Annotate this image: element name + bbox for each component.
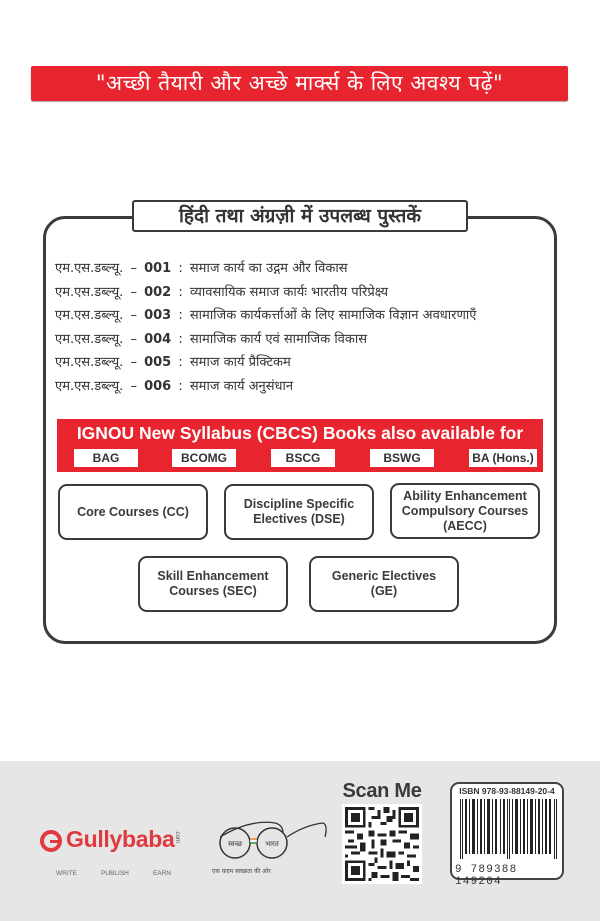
qr-code-icon [345, 807, 419, 881]
course-code: 005 [144, 355, 172, 370]
card-line: Core Courses (CC) [77, 504, 189, 519]
card-line: Ability Enhancement [403, 488, 527, 503]
program-badge-bswg: BSWG [370, 449, 434, 467]
course-title: समाज कार्य प्रैक्टिकम [189, 355, 291, 370]
course-prefix: एम.एस.डब्ल्यू. [55, 331, 124, 347]
course-colon: : [178, 308, 183, 323]
course-prefix: एम.एस.डब्ल्यू. [55, 308, 124, 323]
course-code: 003 [144, 308, 172, 323]
banner-title: IGNOU New Syllabus (CBCS) Books also available for [76, 423, 524, 443]
barcode-icon [460, 799, 558, 859]
right-lens-text: भारत [265, 840, 279, 848]
left-lens-text: स्वच्छ [227, 840, 243, 848]
isbn-label: ISBN 978-93-88149-20-4 [459, 786, 555, 796]
qr-code[interactable] [342, 804, 422, 884]
category-card-sec [138, 556, 288, 612]
category-card-dse [224, 484, 374, 540]
course-colon: : [178, 331, 183, 347]
swachh-bharat-glasses-icon [205, 815, 330, 865]
course-code: 004 [144, 331, 172, 347]
tag-write: WRITE [56, 870, 77, 877]
publisher-tags [56, 870, 171, 877]
card-line: (GE) [370, 584, 398, 598]
category-card-aecc [390, 483, 540, 539]
course-prefix: एम.एस.डब्ल्यू. [55, 378, 124, 394]
tag-earn: EARN [152, 870, 171, 877]
course-colon: : [178, 284, 183, 300]
card-line: Generic Electives [331, 569, 437, 583]
cbcs-banner [57, 419, 543, 472]
card-line: (AECC) [443, 518, 487, 533]
program-badge-bscg: BSCG [271, 449, 335, 467]
course-item [55, 328, 555, 352]
card-line: Skill Enhancement [157, 569, 269, 583]
course-dash: – [130, 284, 137, 300]
card-line: Electives (DSE) [253, 512, 345, 526]
course-item [55, 304, 555, 328]
course-item [55, 257, 555, 281]
course-title: व्यावसायिक समाज कार्यः भारतीय परिप्रेक्ष्य [189, 284, 389, 300]
course-colon: : [178, 261, 183, 276]
course-title: सामाजिक कार्यकर्त्ताओं के लिए सामाजिक विज्ञान अवधारणाएँ [189, 308, 477, 323]
course-code: 002 [144, 284, 172, 300]
course-title: सामाजिक कार्य एवं सामाजिक विकास [189, 331, 368, 347]
frame-title: हिंदी तथा अंग्रज़ी में उपलब्ध पुस्तकें [132, 200, 468, 232]
card-line: Courses (SEC) [169, 584, 257, 598]
course-colon: : [178, 378, 183, 394]
course-dash: – [130, 308, 137, 323]
program-badge-ba-hons: BA (Hons.) [469, 449, 537, 467]
course-dash: – [130, 355, 137, 370]
course-title: समाज कार्य का उद्गम और विकास [189, 261, 348, 276]
gullybaba-g-icon [40, 830, 62, 852]
tag-publish: PUBLISH [101, 870, 129, 877]
card-line: Discipline Specific [243, 497, 355, 511]
publisher-logo [40, 828, 190, 858]
course-prefix: एम.एस.डब्ल्यू. [55, 261, 124, 276]
publisher-name: Gullybaba [66, 826, 175, 852]
tagline-banner: "अच्छी तैयारी और अच्छे मार्क्स के लिए अवश्य पढ़ें" [31, 66, 568, 101]
course-dash: – [130, 261, 137, 276]
publisher-domain: .com [174, 830, 180, 844]
course-title: समाज कार्य अनुसंधान [189, 378, 294, 394]
course-colon: : [178, 355, 183, 370]
course-dash: – [130, 331, 137, 347]
qr-title: Scan Me [342, 780, 422, 802]
card-line: Compulsory Courses [401, 503, 529, 518]
course-code: 006 [144, 378, 172, 394]
program-badge-bag: BAG [74, 449, 138, 467]
course-item [55, 281, 555, 305]
course-prefix: एम.एस.डब्ल्यू. [55, 355, 124, 370]
isbn-barcode [450, 782, 564, 888]
category-card-ge [309, 556, 459, 612]
isbn-digits: 9 789388 149204 [455, 864, 518, 888]
swachh-tagline: एक कदम स्वच्छता की ओर [212, 868, 271, 875]
course-dash: – [130, 378, 137, 394]
course-item [55, 375, 555, 399]
course-prefix: एम.एस.डब्ल्यू. [55, 284, 124, 300]
category-card-cc [58, 484, 208, 540]
course-list [55, 257, 555, 398]
program-badge-bcomg: BCOMG [172, 449, 236, 467]
course-code: 001 [144, 261, 172, 276]
course-item [55, 351, 555, 375]
